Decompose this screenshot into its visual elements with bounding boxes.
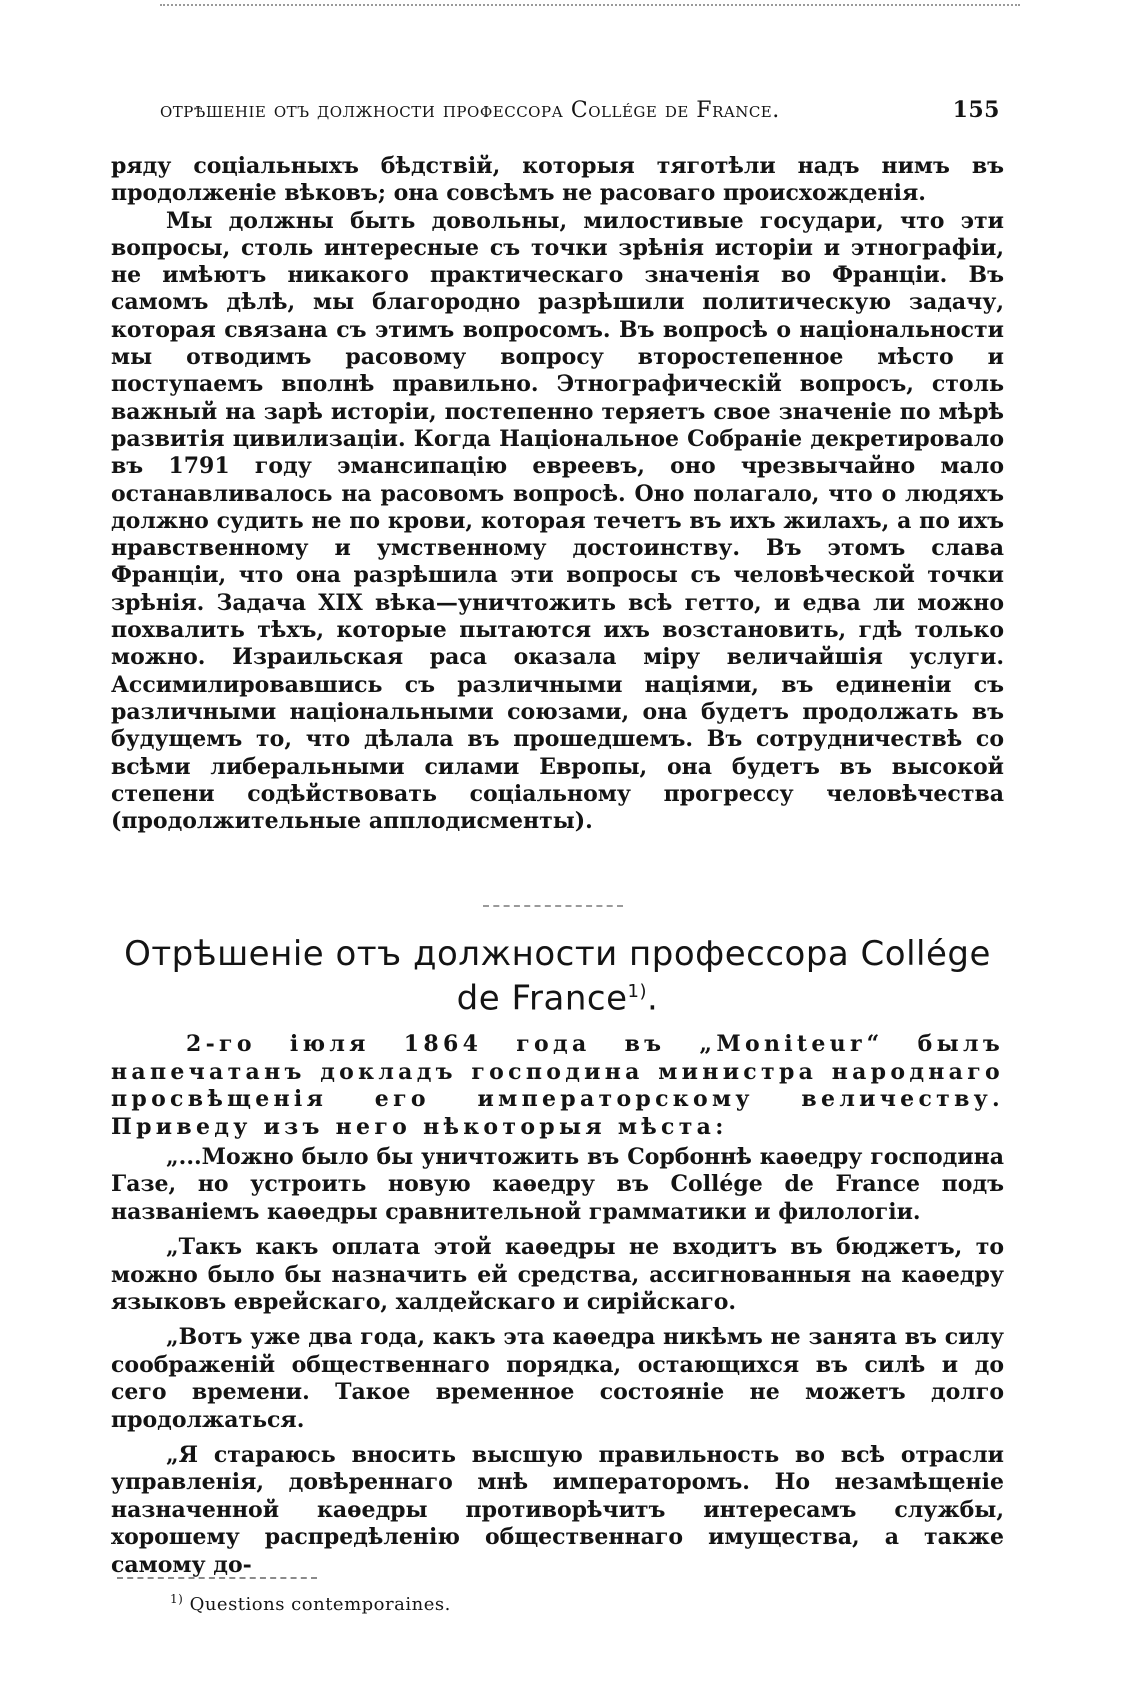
quote-paragraph: „...Можно было бы уничтожить въ Сорбоннѣ каѳедру господина Газе, но устроить новую каѳедру въ Collége de France подъ названіемъ каѳедры сравнительной грамматики и филологіи. [111,1144,1004,1225]
section-separator [483,905,623,907]
footnote-text: Questions contemporaines. [189,1594,451,1615]
running-head-title: отрѣшеніе отъ должности профессора Collége de France. [160,98,780,123]
footnote-marker: 1) [170,1592,184,1606]
continued-text-block [111,153,1004,835]
section-heading-text: Отрѣшеніе отъ должности профессора Collége de France [124,934,991,1019]
quote-paragraph: „Я стараюсь вносить высшую правильность во всѣ отрасли управленія, довѣреннаго мнѣ императоромъ. Но незамѣщеніе назначенной каѳедры противорѣчитъ интересамъ службы, хорошему распредѣленію общественнаго имущества, а также самому до- [111,1442,1004,1578]
section-heading [111,935,1004,1017]
quoted-report-block [111,1144,1004,1587]
footnote-rule [117,1577,317,1579]
quote-paragraph: „Такъ какъ оплата этой каѳедры не входитъ въ бюджетъ, то можно было бы назначить ей средства, ассигнованныя на каѳедру языковъ еврейскаго, халдейскаго и сирійскаго. [111,1234,1004,1316]
footnote [170,1592,451,1615]
top-edge-rule [160,4,1020,6]
footnote-reference: 1) [627,981,648,1002]
paragraph: ряду соціальныхъ бѣдствій, которыя тяготѣли надъ нимъ въ продолженіе вѣковъ; она совсѣмъ не расоваго происхожденія. [111,153,1004,207]
paragraph: Мы должны быть довольны, милостивые государи, что эти вопросы, столь интересные съ точки зрѣнія исторіи и этнографіи, не имѣютъ никакого практическаго значенія во Франціи. Въ самомъ дѣлѣ, мы благородно разрѣшили политическую задачу, которая связана съ этимъ вопросомъ. Въ вопросѣ о національности мы отводимъ расовому вопросу второстепенное мѣсто и поступаемъ вполнѣ правильно. Этнографическій вопросъ, столь важный на зарѣ исторіи, постепенно теряетъ свое значеніе по мѣрѣ развитія цивилизаціи. Когда Національное Собраніе декретировало въ 1791 году эмансипацію евреевъ, оно чрезвычайно мало останавливалось на расовомъ вопросѣ. Оно полагало, что о людяхъ должно судить не по крови, которая течетъ въ ихъ жилахъ, а по ихъ нравственному и умственному достоинству. Въ этомъ слава Франціи, что она разрѣшила эти вопросы съ человѣческой точки зрѣнія. Задача XIX вѣка—уничтожить всѣ гетто, и едва ли можно похвалить тѣхъ, которые пытаются ихъ возстановить, гдѣ только можно. Израильская раса оказала міру величайшія услуги. Ассимилировавшись съ различными націями, въ единеніи съ различными національными союзами, она будетъ продолжать въ будущемъ то, что дѣлала въ прошедшемъ. Въ сотрудничествѣ со всѣми либеральными силами Европы, она будетъ въ высокой степени содѣйствовать соціальному прогрессу человѣчества (продолжительные апплодисменты). [111,207,1004,835]
quote-paragraph: „Вотъ уже два года, какъ эта каѳедра никѣмъ не занята въ силу соображеній общественнаго порядка, остающихся въ силѣ и до сего времени. Такое временное состояніе не можетъ долго продолжаться. [111,1324,1004,1433]
section-heading-end: . [647,978,659,1019]
spaced-lead-paragraph: 2-го іюля 1864 года въ „Moniteur“ былъ напечатанъ докладъ господина министра народнаго просвѣщенія его императорскому величеству. Приведу изъ него нѣкоторыя мѣста: [111,1031,1004,1140]
running-head [160,97,1000,123]
page-number: 155 [952,97,1000,123]
